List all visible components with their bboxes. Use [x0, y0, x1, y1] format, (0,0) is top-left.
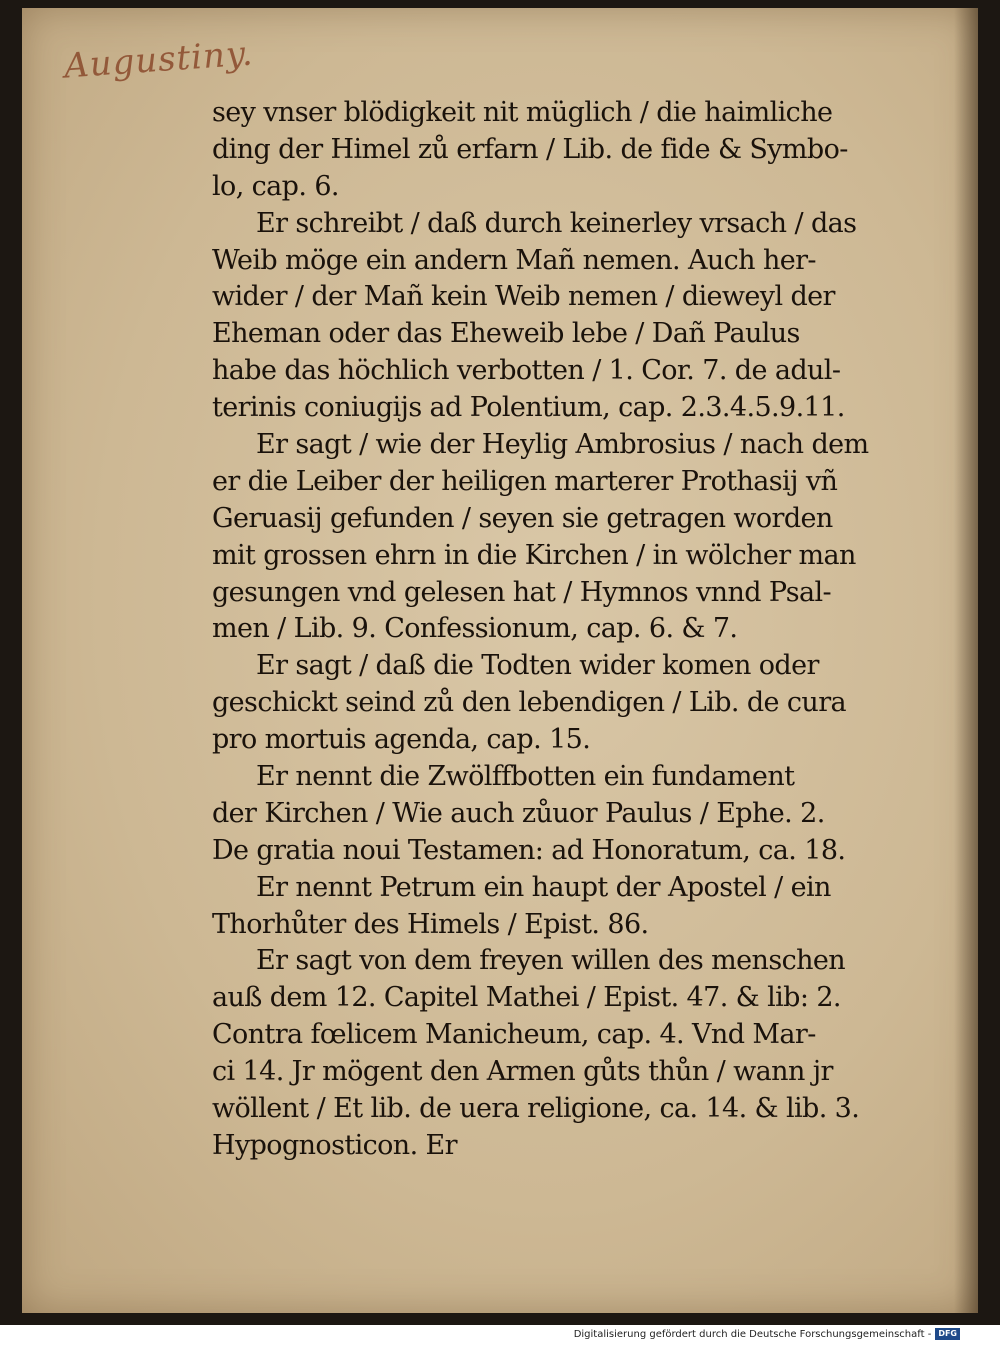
text-line: Geruasij gefunden / seyen sie getragen worden — [212, 502, 833, 534]
text-line: Er sagt / daß die Todten wider komen oder — [256, 650, 819, 682]
text-line: Er nennt die Zwölffbotten ein fundament — [256, 761, 795, 793]
text-line: ding der Himel zů erfarn / Lib. de fide & Symbo- — [212, 133, 848, 165]
text-line: lo, cap. 6. — [212, 170, 339, 202]
text-line: Contra fœlicem Manicheum, cap. 4. Vnd Mar- — [212, 1019, 816, 1051]
text-line: mit grossen ehrn in die Kirchen / in wölcher man — [212, 539, 856, 571]
dfg-logo: DFG — [935, 1328, 960, 1340]
text-line: ci 14. Jr mögent den Armen gůts thůn / wann jr — [212, 1056, 833, 1088]
handwritten-note: Augustiny. — [62, 33, 255, 87]
text-line: geschickt seind zů den lebendigen / Lib. de cura — [212, 687, 847, 719]
text-line: Er nennt Petrum ein haupt der Apostel / ein — [256, 871, 831, 903]
footer-credit-text: Digitalisierung gefördert durch die Deutsche Forschungsgemeinschaft - — [573, 1328, 932, 1340]
text-line: Eheman oder das Eheweib lebe / Dañ Paulus — [212, 318, 800, 350]
text-line: De gratia noui Testamen: ad Honoratum, ca. 18. — [212, 834, 846, 866]
text-line: habe das höchlich verbotten / 1. Cor. 7. de adul- — [212, 355, 841, 387]
text-line: pro mortuis agenda, cap. 15. — [212, 724, 591, 756]
text-line: sey vnser blödigkeit nit müglich / die haimliche — [212, 97, 833, 128]
text-line: wider / der Mañ kein Weib nemen / dieweyl der — [212, 281, 835, 313]
text-line: Thorhůter des Himels / Epist. 86. — [212, 908, 649, 940]
text-line: der Kirchen / Wie auch zůuor Paulus / Ephe. 2. — [212, 797, 825, 829]
page-fold-shadow — [954, 8, 978, 1313]
text-line: Er sagt von dem freyen willen des menschen — [256, 945, 846, 977]
text-line: wöllent / Et lib. de uera religione, ca. 14. & lib. 3. — [212, 1093, 860, 1125]
text-line: Er sagt / wie der Heylig Ambrosius / nach dem — [256, 429, 869, 461]
text-line: er die Leiber der heiligen marterer Prothasij vñ — [212, 465, 838, 497]
text-line: terinis coniugijs ad Polentium, cap. 2.3.4.5.9.11. — [212, 392, 845, 424]
text-line: Hypognosticon. Er — [212, 1129, 457, 1161]
digitization-footer — [574, 1328, 960, 1340]
text-line: auß dem 12. Capitel Mathei / Epist. 47. & lib: 2. — [212, 982, 841, 1014]
text-line: Weib möge ein andern Mañ nemen. Auch her- — [212, 244, 816, 276]
text-line: men / Lib. 9. Confessionum, cap. 6. & 7. — [212, 613, 738, 645]
text-line: gesungen vnd gelesen hat / Hymnos vnnd Psal- — [212, 576, 832, 608]
text-line: Er schreibt / daß durch keinerley vrsach / das — [256, 207, 857, 239]
page-text-block — [212, 95, 924, 1165]
